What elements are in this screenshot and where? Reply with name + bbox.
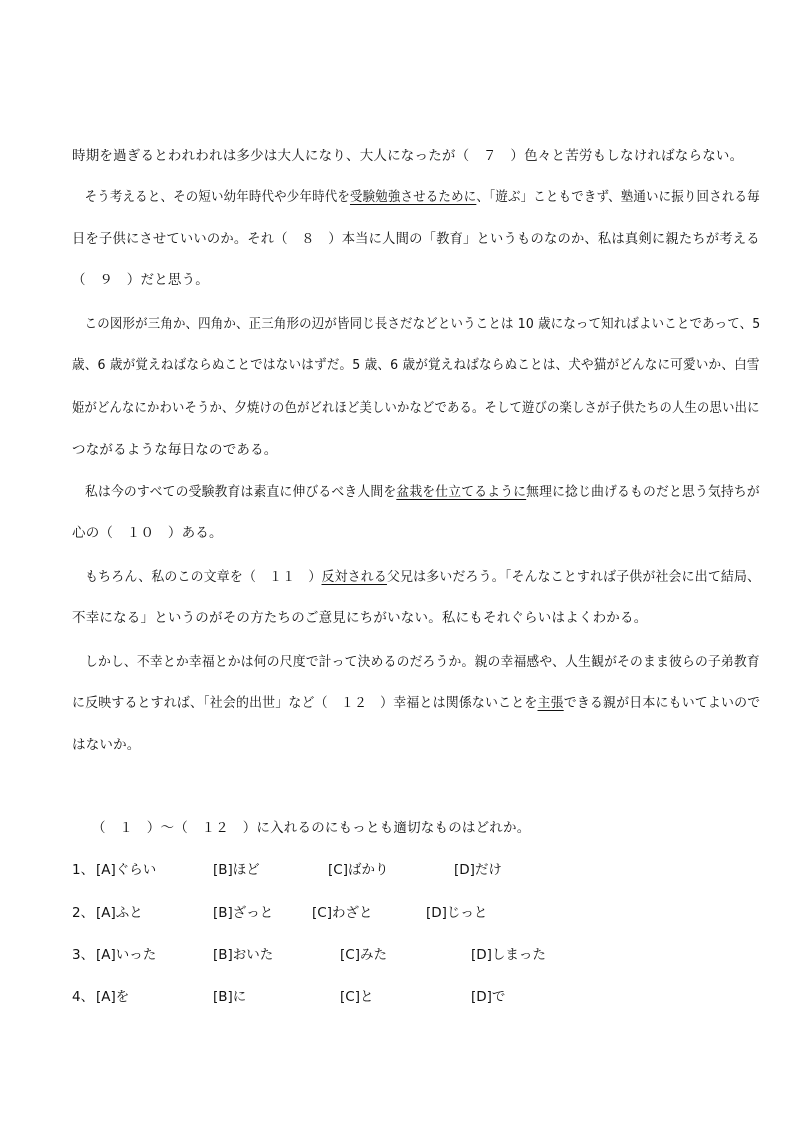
passage-line: 日を子供にさせていいのか。それ（ ８ ）本当に人間の「教育」というものなのか、私は真剣に親たちが考える <box>72 231 760 247</box>
question-number: 2、 <box>72 905 95 921</box>
text-segment: 私は今のすべての受験教育は素直に伸びるべき人間を <box>72 484 397 500</box>
question-number: 1、 <box>72 862 95 878</box>
option-d[interactable]: [D]じっと <box>426 905 488 921</box>
underlined-phrase: 盆栽を仕立てるように <box>396 484 527 500</box>
option-b[interactable]: [B]ざっと <box>213 905 274 921</box>
option-c[interactable]: [C]と <box>340 989 374 1005</box>
text-segment: 父兄は多いだろう。「そんなことすれば子供が社会に出て結局、 <box>386 569 761 585</box>
text-segment: そう考えると、その短い幼年時代や少年時代を <box>72 189 350 205</box>
question-prompt: （ １ ）～（ １２ ）に入れるのにもっとも適切なものはどれか。 <box>92 820 531 836</box>
underlined-phrase: 受験勉強させるために <box>349 189 477 205</box>
option-a[interactable]: [A]いった <box>96 947 157 963</box>
option-a[interactable]: [A]ふと <box>96 905 143 921</box>
passage-line: 時期を過ぎるとわれわれは多少は大人になり、大人になったが（ ７ ）色々と苦労もしなければならない。 <box>72 148 744 164</box>
passage-line <box>72 693 760 713</box>
question-number: 3、 <box>72 947 95 963</box>
passage-line <box>72 567 760 587</box>
passage-line: この図形が三角か、四角か、正三角形の辺が皆同じ長さだなどということは 10 歳になって知ればよいことであって、5 <box>72 316 761 332</box>
option-b[interactable]: [B]ほど <box>213 862 260 878</box>
option-d[interactable]: [D]で <box>471 989 506 1005</box>
option-d[interactable]: [D]しまった <box>471 947 546 963</box>
underlined-phrase: 主張 <box>537 695 564 711</box>
passage-line: はないか。 <box>72 737 141 753</box>
question-number: 4、 <box>72 989 95 1005</box>
option-c[interactable]: [C]わざと <box>312 905 373 921</box>
text-segment: できる親が日本にもいてよいので <box>563 695 761 711</box>
option-c[interactable]: [C]ばかり <box>328 862 389 878</box>
option-c[interactable]: [C]みた <box>340 947 387 963</box>
passage-line: しかし、不幸とか幸福とかは何の尺度で計って決めるのだろうか。親の幸福感や、人生観がそのまま彼らの子弟教育 <box>72 654 760 670</box>
passage-line: 姫がどんなにかわいそうか、夕焼けの色がどれほど美しいかなどである。そして遊びの楽しさが子供たちの人生の思い出に <box>72 400 760 416</box>
text-segment: に反映するとすれば、「社会的出世」など（ １２ ）幸福とは関係ないことを <box>72 695 538 711</box>
option-b[interactable]: [B]に <box>213 989 247 1005</box>
passage-line: （ ９ ）だと思う。 <box>72 272 209 288</box>
passage-line: 心の（ １０ ）ある。 <box>72 525 223 541</box>
passage-line <box>72 187 760 207</box>
passage-line: 歳、6 歳が覚えねばならぬことではないはずだ。5 歳、6 歳が覚えねばならぬことは、犬や猫がどんなに可愛いか、白雪 <box>72 357 760 373</box>
option-a[interactable]: [A]を <box>96 989 130 1005</box>
text-segment: 無理に捻じ曲げるものだと思う気持ちが <box>526 484 760 500</box>
text-segment: 、「遊ぶ」こともできず、塾通いに振り回される毎 <box>476 189 760 205</box>
option-d[interactable]: [D]だけ <box>454 862 502 878</box>
underlined-phrase: 反対される <box>321 569 387 585</box>
passage-line: 不幸になる」というのがその方たちのご意見にちがいない。私にもそれぐらいはよくわかる。 <box>72 610 648 626</box>
passage-line <box>72 482 760 502</box>
option-b[interactable]: [B]おいた <box>213 947 274 963</box>
passage-line: つながるような毎日なのである。 <box>72 442 278 458</box>
text-segment: もちろん、私のこの文章を（ １１ ） <box>72 569 322 585</box>
option-a[interactable]: [A]ぐらい <box>96 862 157 878</box>
